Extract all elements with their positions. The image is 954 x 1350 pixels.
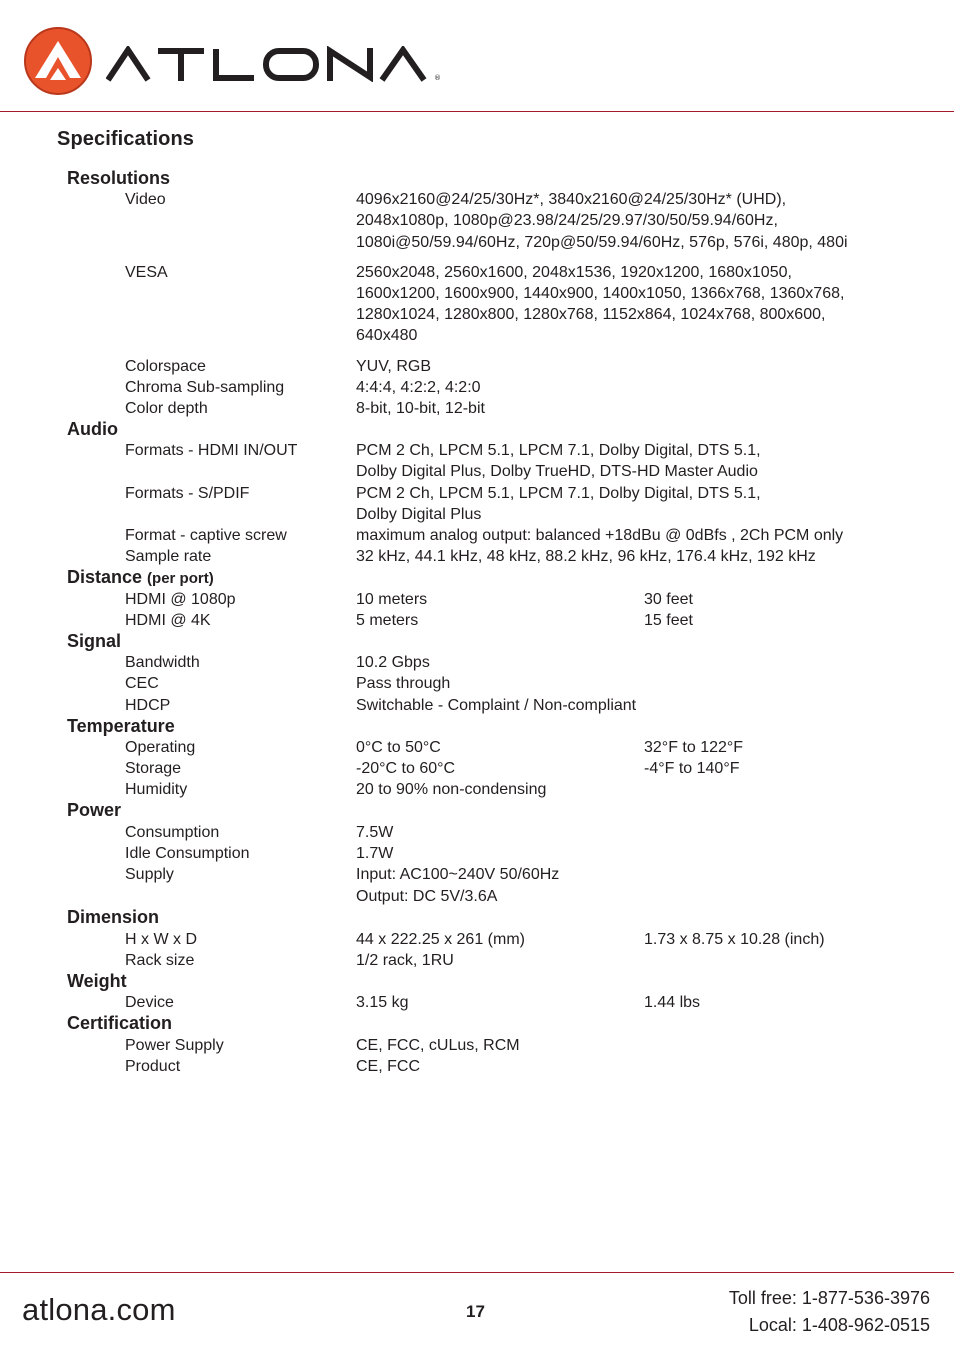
spec-category-note: (per port) — [147, 570, 214, 588]
spec-category-title: Distance — [67, 567, 148, 588]
spec-row — [0, 525, 954, 546]
spec-value-imperial: 1.73 x 8.75 x 10.28 (inch) — [644, 930, 825, 948]
spec-category-title: Certification — [67, 1013, 173, 1034]
spec-value: 1.7W — [356, 844, 394, 862]
spec-row — [0, 504, 954, 525]
spec-value: 8-bit, 10-bit, 12-bit — [356, 399, 485, 417]
spec-value: 2560x2048, 2560x1600, 2048x1536, 1920x1200, 1680x1050, — [356, 263, 792, 281]
spec-value: 1/2 rack, 1RU — [356, 951, 454, 969]
spec-category — [67, 907, 159, 928]
spec-value: 5 meters — [356, 611, 419, 629]
spec-label: Bandwidth — [125, 654, 200, 672]
spec-value-imperial: 1.44 lbs — [644, 994, 701, 1012]
spec-category-row — [0, 716, 954, 737]
spec-value: 1080i@50/59.94/60Hz, 720p@50/59.94/60Hz, 576p, 576i, 480p, 480i — [356, 233, 848, 251]
spec-category-title: Audio — [67, 419, 118, 440]
spec-category-row — [0, 800, 954, 821]
spec-label: Chroma Sub-sampling — [125, 378, 285, 396]
footer-website: atlona.com — [22, 1292, 176, 1327]
spec-row — [0, 210, 954, 231]
spec-row — [0, 398, 954, 419]
spec-value: Input: AC100~240V 50/60Hz — [356, 866, 560, 883]
spec-row — [0, 950, 954, 971]
spec-value: YUV, RGB — [356, 357, 431, 375]
spec-row — [0, 189, 954, 210]
spec-value: 1600x1200, 1600x900, 1440x900, 1400x1050, 1366x768, 1360x768, — [356, 284, 845, 302]
spec-category-row — [0, 907, 954, 928]
spec-category — [67, 419, 118, 440]
spec-row — [0, 325, 954, 346]
spec-value: 20 to 90% non-condensing — [356, 781, 547, 799]
spec-row — [0, 886, 954, 907]
header-rule — [0, 111, 954, 112]
spec-label: Product — [125, 1057, 181, 1075]
spec-row — [0, 758, 954, 779]
spacer — [0, 347, 954, 356]
spec-value: 4096x2160@24/25/30Hz*, 3840x2160@24/25/30Hz* (UHD), — [356, 191, 787, 209]
spec-label: Rack size — [125, 951, 195, 969]
spec-category-title: Resolutions — [67, 168, 171, 188]
spec-row — [0, 483, 954, 504]
spec-value: 32 kHz, 44.1 kHz, 48 kHz, 88.2 kHz, 96 kHz, 176.4 kHz, 192 kHz — [356, 548, 816, 566]
spec-category — [67, 1013, 172, 1034]
spec-value-imperial: 15 feet — [644, 611, 693, 629]
spec-value: CE, FCC — [356, 1057, 420, 1075]
spec-value: 640x480 — [356, 327, 418, 345]
spec-category-title: Dimension — [67, 907, 160, 928]
spec-row — [0, 737, 954, 758]
spec-row — [0, 546, 954, 567]
spec-value: Switchable - Complaint / Non-compliant — [356, 696, 637, 714]
spec-row — [0, 283, 954, 304]
spec-value: PCM 2 Ch, LPCM 5.1, LPCM 7.1, Dolby Digital, DTS 5.1, — [356, 484, 761, 502]
spec-row — [0, 440, 954, 461]
spec-label: Colorspace — [125, 357, 206, 375]
spec-category-title: Temperature — [67, 715, 175, 736]
spec-label: Formats - HDMI IN/OUT — [125, 442, 298, 460]
spec-label: Operating — [125, 738, 196, 756]
spec-value-imperial: 32°F to 122°F — [644, 738, 744, 756]
atlona-logo-icon — [22, 24, 94, 98]
spec-row — [0, 461, 954, 482]
spec-value: maximum analog output: balanced +18dBu @ 0dBfs , 2Ch PCM only — [356, 527, 844, 544]
spec-category-row — [0, 1013, 954, 1034]
spec-value: Dolby Digital Plus — [356, 505, 482, 523]
spec-label: HDMI @ 1080p — [125, 590, 236, 608]
svg-text:®: ® — [434, 74, 441, 82]
spec-value: 4:4:4, 4:2:2, 4:2:0 — [356, 378, 481, 396]
spec-value: -20°C to 60°C — [356, 760, 456, 778]
spec-category — [67, 716, 175, 737]
spec-category-title: Power — [67, 800, 122, 821]
spec-row — [0, 992, 954, 1013]
spec-row — [0, 232, 954, 253]
spec-category-row — [0, 631, 954, 652]
specifications-list — [0, 168, 954, 1077]
page-title: Specifications — [57, 128, 194, 150]
spec-label: Power Supply — [125, 1036, 224, 1054]
spec-label: Supply — [125, 866, 174, 883]
spec-label: Storage — [125, 760, 182, 778]
spec-label: Device — [125, 994, 174, 1012]
spec-row — [0, 610, 954, 631]
toll-free-phone: Toll free: 1-877-536-3976 — [728, 1288, 930, 1308]
page-number: 17 — [466, 1302, 485, 1321]
spec-label: Video — [125, 191, 166, 209]
spec-row — [0, 652, 954, 673]
spec-value: 2048x1080p, 1080p@23.98/24/25/29.97/30/50/59.94/60Hz, — [356, 212, 778, 230]
spec-value-imperial: -4°F to 140°F — [644, 760, 740, 778]
spec-value: 7.5W — [356, 823, 394, 841]
spec-value: Dolby Digital Plus, Dolby TrueHD, DTS-HD Master Audio — [356, 463, 758, 481]
spec-value: 1280x1024, 1280x800, 1280x768, 1152x864, 1024x768, 800x600, — [356, 306, 826, 324]
spec-value: 3.15 kg — [356, 994, 409, 1012]
spec-row — [0, 843, 954, 864]
spec-label: Color depth — [125, 399, 208, 417]
spec-row — [0, 262, 954, 283]
spec-category — [67, 971, 127, 992]
spec-value: Pass through — [356, 675, 451, 693]
spec-row — [0, 1035, 954, 1056]
spec-category-row — [0, 567, 954, 588]
spec-value: 0°C to 50°C — [356, 738, 441, 756]
spec-category-row — [0, 168, 954, 189]
spec-label: CEC — [125, 675, 159, 693]
spec-value: Output: DC 5V/3.6A — [356, 888, 498, 906]
spec-label: Formats - S/PDIF — [125, 484, 250, 502]
spec-row — [0, 779, 954, 800]
spec-row — [0, 377, 954, 398]
spacer — [0, 253, 954, 262]
spec-category-title: Signal — [67, 630, 122, 651]
spec-row — [0, 822, 954, 843]
local-phone: Local: 1-408-962-0515 — [748, 1315, 930, 1335]
spec-category-row — [0, 419, 954, 440]
spec-value: PCM 2 Ch, LPCM 5.1, LPCM 7.1, Dolby Digital, DTS 5.1, — [356, 442, 761, 460]
spec-category — [67, 567, 214, 589]
spec-label: Format - captive screw — [125, 527, 287, 544]
spec-label: Sample rate — [125, 548, 212, 566]
spec-value-imperial: 30 feet — [644, 590, 693, 608]
spec-label: Consumption — [125, 823, 220, 841]
spec-value: 10 meters — [356, 590, 428, 608]
spec-row — [0, 1056, 954, 1077]
spec-label: VESA — [125, 263, 168, 281]
spec-row — [0, 589, 954, 610]
atlona-logo — [22, 24, 452, 100]
spec-category — [67, 168, 170, 189]
spec-row — [0, 304, 954, 325]
spec-label: H x W x D — [125, 930, 197, 948]
spec-value: CE, FCC, cULus, RCM — [356, 1036, 520, 1054]
spec-row — [0, 673, 954, 694]
spec-value: 10.2 Gbps — [356, 654, 430, 672]
spec-category-row — [0, 971, 954, 992]
spec-row — [0, 864, 954, 885]
spec-value: 44 x 222.25 x 261 (mm) — [356, 930, 525, 948]
spec-category-title: Weight — [67, 970, 127, 991]
spec-label: Humidity — [125, 781, 188, 799]
atlona-wordmark — [106, 46, 446, 82]
spec-row — [0, 356, 954, 377]
spec-row — [0, 695, 954, 716]
footer-rule — [0, 1272, 954, 1273]
spec-category — [67, 631, 121, 652]
spec-label: Idle Consumption — [125, 844, 250, 862]
spec-row — [0, 929, 954, 950]
spec-label: HDMI @ 4K — [125, 611, 211, 629]
spec-category — [67, 800, 121, 821]
spec-label: HDCP — [125, 696, 171, 714]
